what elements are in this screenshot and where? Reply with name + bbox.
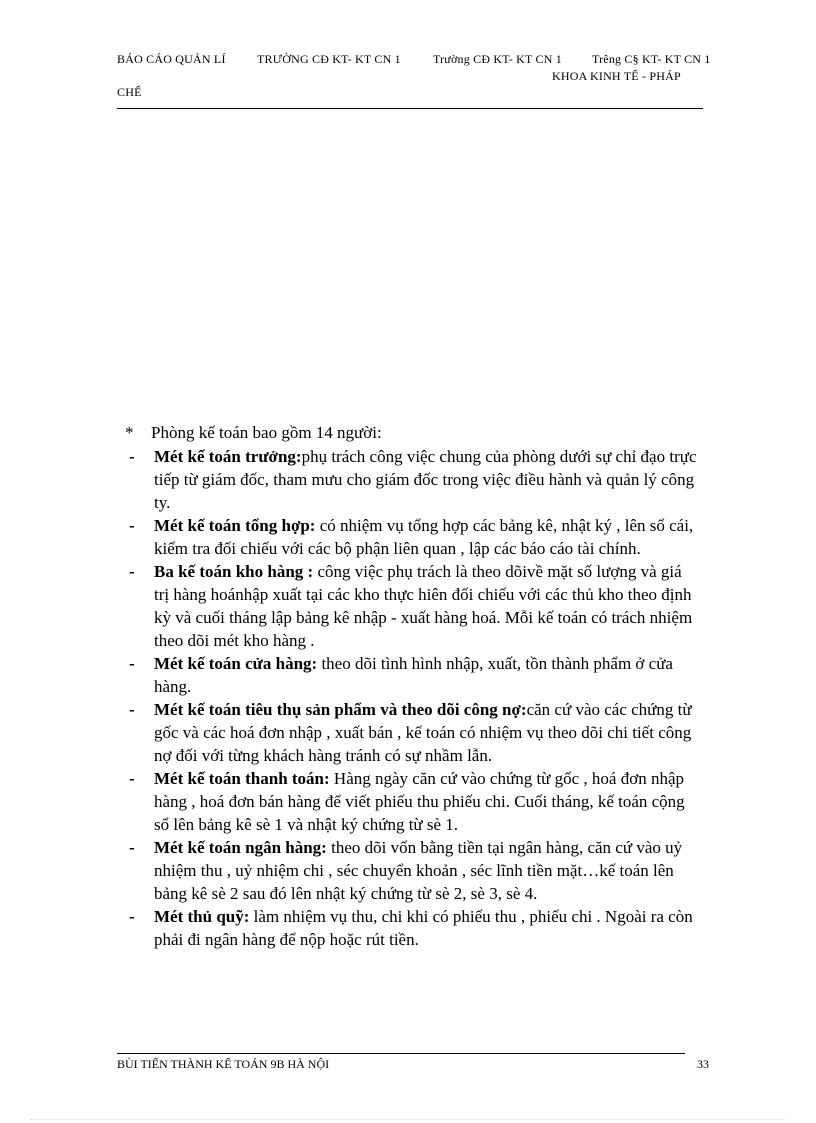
item-title: Mét kế toán cửa hàng:	[154, 654, 318, 673]
item-title: Mét kế toán ngân hàng:	[154, 838, 327, 857]
item-text: làm nhiệm vụ thu, chi khi có phiếu thu , phiếu chi . Ngoài ra còn phải đi ngân hàng để nộp hoặc rút tiền.	[154, 907, 693, 949]
list-item	[125, 698, 700, 767]
item-title: Mét kế toán tổng hợp:	[154, 516, 316, 535]
list-item	[125, 560, 700, 652]
list-item	[125, 836, 700, 905]
list-item	[125, 767, 700, 836]
list-item	[125, 445, 700, 514]
dash-bullet: -	[129, 700, 135, 719]
item-title: Mét kế toán thanh toán:	[154, 769, 330, 788]
item-text: có nhiệm vụ tổng hợp các bảng kê, nhật ký , lên sổ cái, kiểm tra đối chiếu với các bộ phận liên quan , lập các báo cáo tài chính.	[154, 516, 694, 558]
intro-line	[125, 421, 700, 444]
dash-bullet: -	[129, 562, 135, 581]
dash-bullet: -	[129, 907, 135, 926]
list-item	[125, 652, 700, 698]
dash-bullet: -	[129, 769, 135, 788]
item-title: Ba kế toán kho hàng :	[154, 562, 314, 581]
header-faculty: KHOA KINH TẾ - PHÁP	[552, 69, 681, 83]
footer-author: BÙI TIẾN THÀNH KẾ TOÁN 9B HÀ NỘI	[117, 1057, 330, 1071]
header-school-name-2: Trường CĐ KT- KT CN 1	[433, 52, 562, 66]
header-divider	[117, 108, 703, 109]
page-number: 33	[697, 1057, 709, 1071]
list-item	[125, 514, 700, 560]
header-report-title: BÁO CÁO QUẢN LÍ	[117, 52, 226, 66]
dash-bullet: -	[129, 447, 135, 466]
list-item	[125, 905, 700, 951]
page-edge-dotted-line	[30, 1119, 786, 1120]
item-text: phụ trách công việc chung của phòng dưới sự chỉ đạo trực tiếp từ giám đốc, tham mưu cho giám đốc trong việc điều hành và quản lý công ty.	[154, 447, 697, 512]
item-text: công việc phụ trách là theo dõivề mặt số lượng và giá trị hàng hoánhập xuất tại các kho thực hiên đối chiếu với các thủ kho theo định kỳ và cuối tháng lập bảng kê nhập - xuất hàng hoá. Mỗi kế toán có trách nhiệm theo dõi mét kho hàng .	[154, 562, 693, 650]
item-text: theo dõi vốn bằng tiền tại ngân hàng, căn cứ vào uỷ nhiệm thu , uỷ nhiệm chi , séc chuyển khoản , séc lĩnh tiền mặt…kế toán lên bảng kê sè 2 sau đó lên nhật ký chứng từ sè 2, sè 3, sè 4.	[154, 838, 683, 903]
dash-bullet: -	[129, 516, 135, 535]
intro-text: Phòng kế toán bao gồm 14 người:	[151, 423, 382, 442]
item-title: Mét kế toán trưởng:	[154, 447, 302, 466]
asterisk-bullet: *	[125, 423, 134, 442]
document-body	[125, 421, 700, 951]
dash-bullet: -	[129, 838, 135, 857]
item-text: Hàng ngày căn cứ vào chứng từ gốc , hoá đơn nhập hàng , hoá đơn bán hàng để viết phiếu thu phiếu chi. Cuối tháng, kế toán cộng sổ lên bảng kê sè 1 và nhật ký chứng từ sè 1.	[154, 769, 685, 834]
item-text: căn cứ vào các chứng từ gốc và các hoá đơn nhập , xuất bán , kế toán có nhiệm vụ theo dõi chi tiết công nợ đối với từng khách hàng tránh có sự nhầm lẫn.	[154, 700, 692, 765]
item-text: theo dõi tình hình nhập, xuất, tồn thành phẩm ở cửa hàng.	[154, 654, 673, 696]
header-school-name: TRƯỜNG CĐ KT- KT CN 1	[257, 52, 401, 66]
item-title: Mét kế toán tiêu thụ sản phẩm và theo dõi công nợ:	[154, 700, 527, 719]
dash-bullet: -	[129, 654, 135, 673]
item-title: Mét thủ quỹ:	[154, 907, 250, 926]
footer-divider	[117, 1053, 685, 1054]
header-school-name-3: Trêng C§ KT- KT CN 1	[592, 52, 711, 66]
header-faculty-continued: CHẾ	[117, 85, 142, 99]
